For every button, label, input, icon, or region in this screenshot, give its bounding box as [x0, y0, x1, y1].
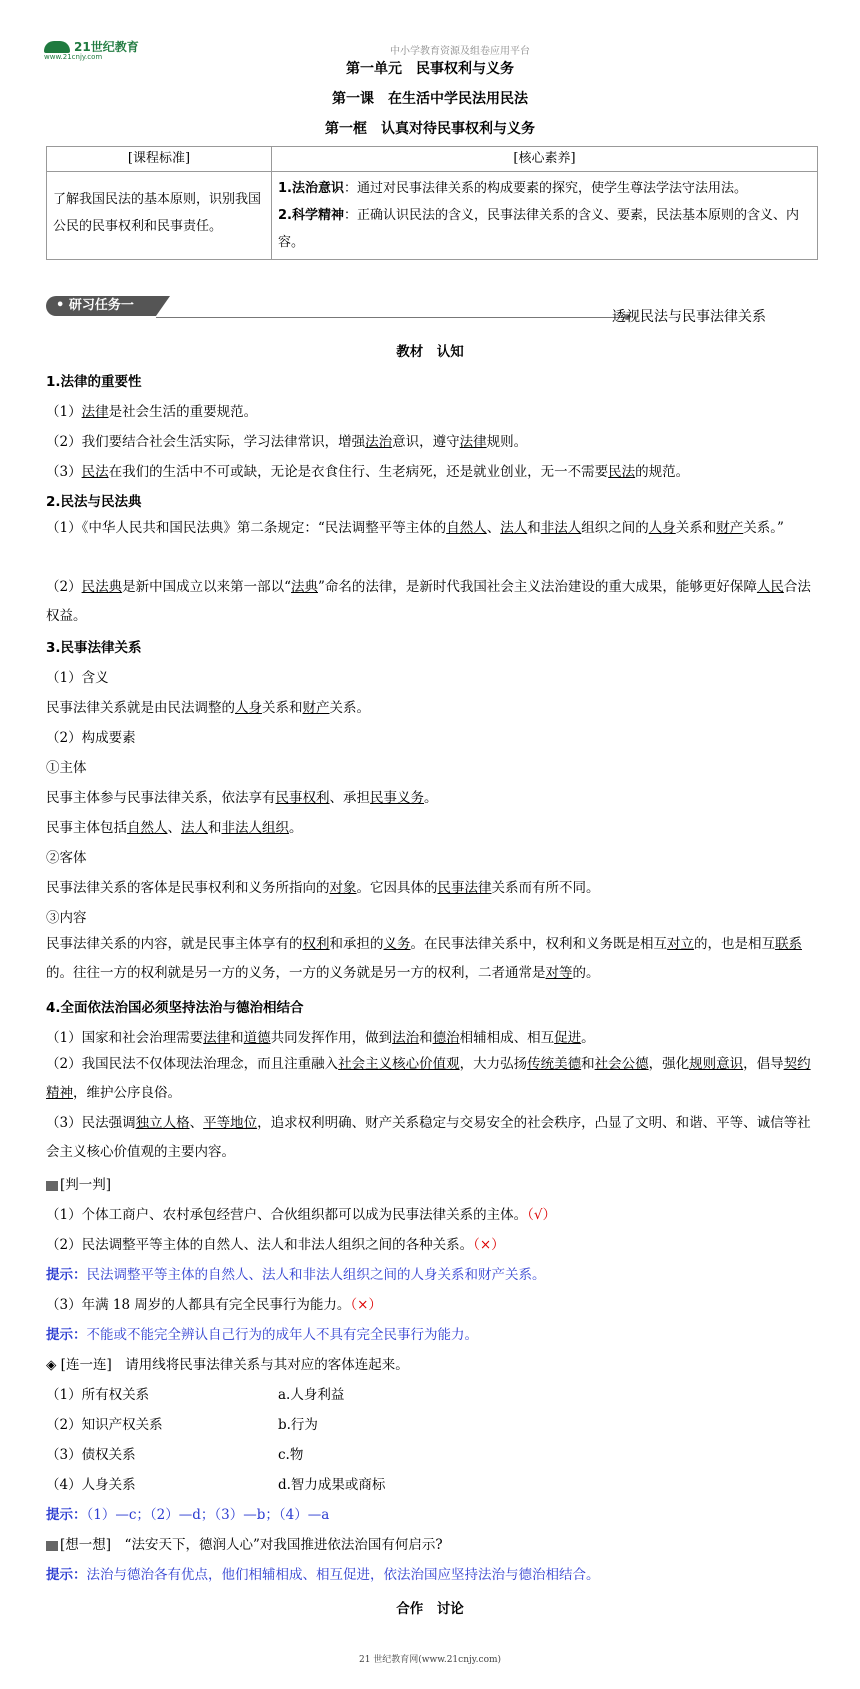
heading-law-importance: 1.法律的重要性	[46, 374, 142, 390]
para: 民事主体包括自然人、法人和非法人组织。	[46, 820, 303, 836]
match-row: （4）人身关系 d.智力成果或商标	[46, 1477, 386, 1493]
task-tag: • 研习任务一	[46, 296, 156, 316]
judge-title: [判一判]	[46, 1173, 822, 1193]
logo-text: 21世纪教育	[74, 40, 139, 54]
core-literacy-header: [核心素养]	[272, 147, 818, 172]
match-row: （3）债权关系 c.物	[46, 1447, 304, 1463]
think-title: [想一想] “法安天下，德润人心”对我国推进依法治国有何启示?	[46, 1533, 822, 1553]
judge-q3: （3）年满 18 周岁的人都具有完全民事行为能力。（×）	[46, 1297, 382, 1313]
section-heading-discussion: 合作 讨论	[396, 1601, 464, 1617]
para: （3）民法在我们的生活中不可或缺，无论是衣食住行、生老病死，还是就业创业，无一不需要民法的规范。	[46, 464, 690, 480]
para: （2）民法典是新中国成立以来第一部以“法典”命名的法律，是新时代我国社会主义法治建设的重大成果，能够更好保障人民合法权益。	[46, 579, 811, 624]
para: 民事法律关系的内容，就是民事主体享有的权利和承担的义务。在民事法律关系中，权利和义务既是相互对立的，也是相互联系的。往往一方的权利就是另一方的义务，一方的义务就是另一方的权利，二者通常是对等的。	[46, 936, 802, 981]
frame-title: 第一框 认真对待民事权利与义务	[325, 121, 535, 137]
unit-title: 第一单元 民事权利与义务	[346, 61, 514, 77]
task-banner	[46, 296, 586, 318]
para: （3）民法强调独立人格、平等地位，追求权利明确、财产关系稳定与交易安全的社会秩序，凸显了文明、和谐、平等、诚信等社会主义核心价值观的主要内容。	[46, 1115, 811, 1160]
para: （1）国家和社会治理需要法律和道德共同发挥作用，做到法治和德治相辅相成、相互促进。	[46, 1030, 595, 1046]
standards-table	[46, 146, 818, 260]
para: 民事法律关系的客体是民事权利和义务所指向的对象。它因具体的民事法律关系而有所不同。	[46, 880, 600, 896]
heading-civil-code: 2.民法与民法典	[46, 494, 142, 510]
para: （2）我们要结合社会生活实际，学习法律常识，增强法治意识，遵守法律规则。	[46, 434, 528, 450]
course-standard-body: 了解我国民法的基本原则，识别我国公民的民事权利和民事责任。	[47, 172, 272, 260]
course-standard-header: [课程标准]	[47, 147, 272, 172]
heading-civil-relation: 3.民事法律关系	[46, 640, 142, 656]
logo-url: www.21cnjy.com	[44, 53, 103, 61]
match-title: ◈ [连一连] 请用线将民事法律关系与其对应的客体连起来。	[46, 1357, 409, 1373]
para: ③内容	[46, 910, 87, 926]
hint: 提示：法治与德治各有优点，他们相辅相成、相互促进，依法治国应坚持法治与德治相结合。	[46, 1567, 600, 1583]
match-row: （1）所有权关系 a.人身利益	[46, 1387, 345, 1403]
heading-rule-of-law: 4.全面依法治国必须坚持法治与德治相结合	[46, 1000, 304, 1016]
hint: 提示：不能或不能完全辨认自己行为的成年人不具有完全民事行为能力。	[46, 1327, 478, 1343]
para: （2）我国民法不仅体现法治理念，而且注重融入社会主义核心价值观，大力弘扬传统美德和社会公德，强化规则意识，倡导契约精神，维护公序良俗。	[46, 1056, 811, 1101]
task-title: 透视民法与民事法律关系	[612, 309, 766, 325]
task-divider	[156, 317, 626, 318]
match-row: （2）知识产权关系 b.行为	[46, 1417, 318, 1433]
para: （1）法律是社会生活的重要规范。	[46, 404, 258, 420]
para: （2）构成要素	[46, 730, 136, 746]
para: 民事法律关系就是由民法调整的人身关系和财产关系。	[46, 700, 370, 716]
hint: 提示：民法调整平等主体的自然人、法人和非法人组织之间的人身关系和财产关系。	[46, 1267, 546, 1283]
para: 民事主体参与民事法律关系，依法享有民事权利、承担民事义务。	[46, 790, 438, 806]
judge-q1: （1）个体工商户、农村承包经营户、合伙组织都可以成为民事法律关系的主体。（√）	[46, 1207, 556, 1223]
para: ②客体	[46, 850, 87, 866]
para: （1）《中华人民共和国民法典》第二条规定：“民法调整平等主体的自然人、法人和非法人组织之间的人身关系和财产关系。”	[46, 520, 784, 536]
download-icon	[46, 1541, 58, 1551]
judge-q2: （2）民法调整平等主体的自然人、法人和非法人组织之间的各种关系。（×）	[46, 1237, 505, 1253]
para: （1）含义	[46, 670, 109, 686]
lesson-title: 第一课 在生活中学民法用民法	[332, 91, 528, 107]
para: ①主体	[46, 760, 87, 776]
section-heading-textbook: 教材 认知	[396, 344, 464, 360]
hint: 提示：（1）—c；（2）—d；（3）—b；（4）—a	[46, 1507, 330, 1523]
image-icon	[46, 1181, 58, 1191]
core-literacy-body: 1.法治意识：通过对民事法律关系的构成要素的探究，使学生尊法学法守法用法。 2.科学精神：正确认识民法的含义，民事法律关系的含义、要素，民法基本原则的含义、内容。	[272, 172, 818, 260]
platform-caption: 中小学教育资源及组卷应用平台	[390, 46, 530, 57]
page-footer: 21 世纪教育网(www.21cnjy.com)	[358, 1655, 502, 1665]
